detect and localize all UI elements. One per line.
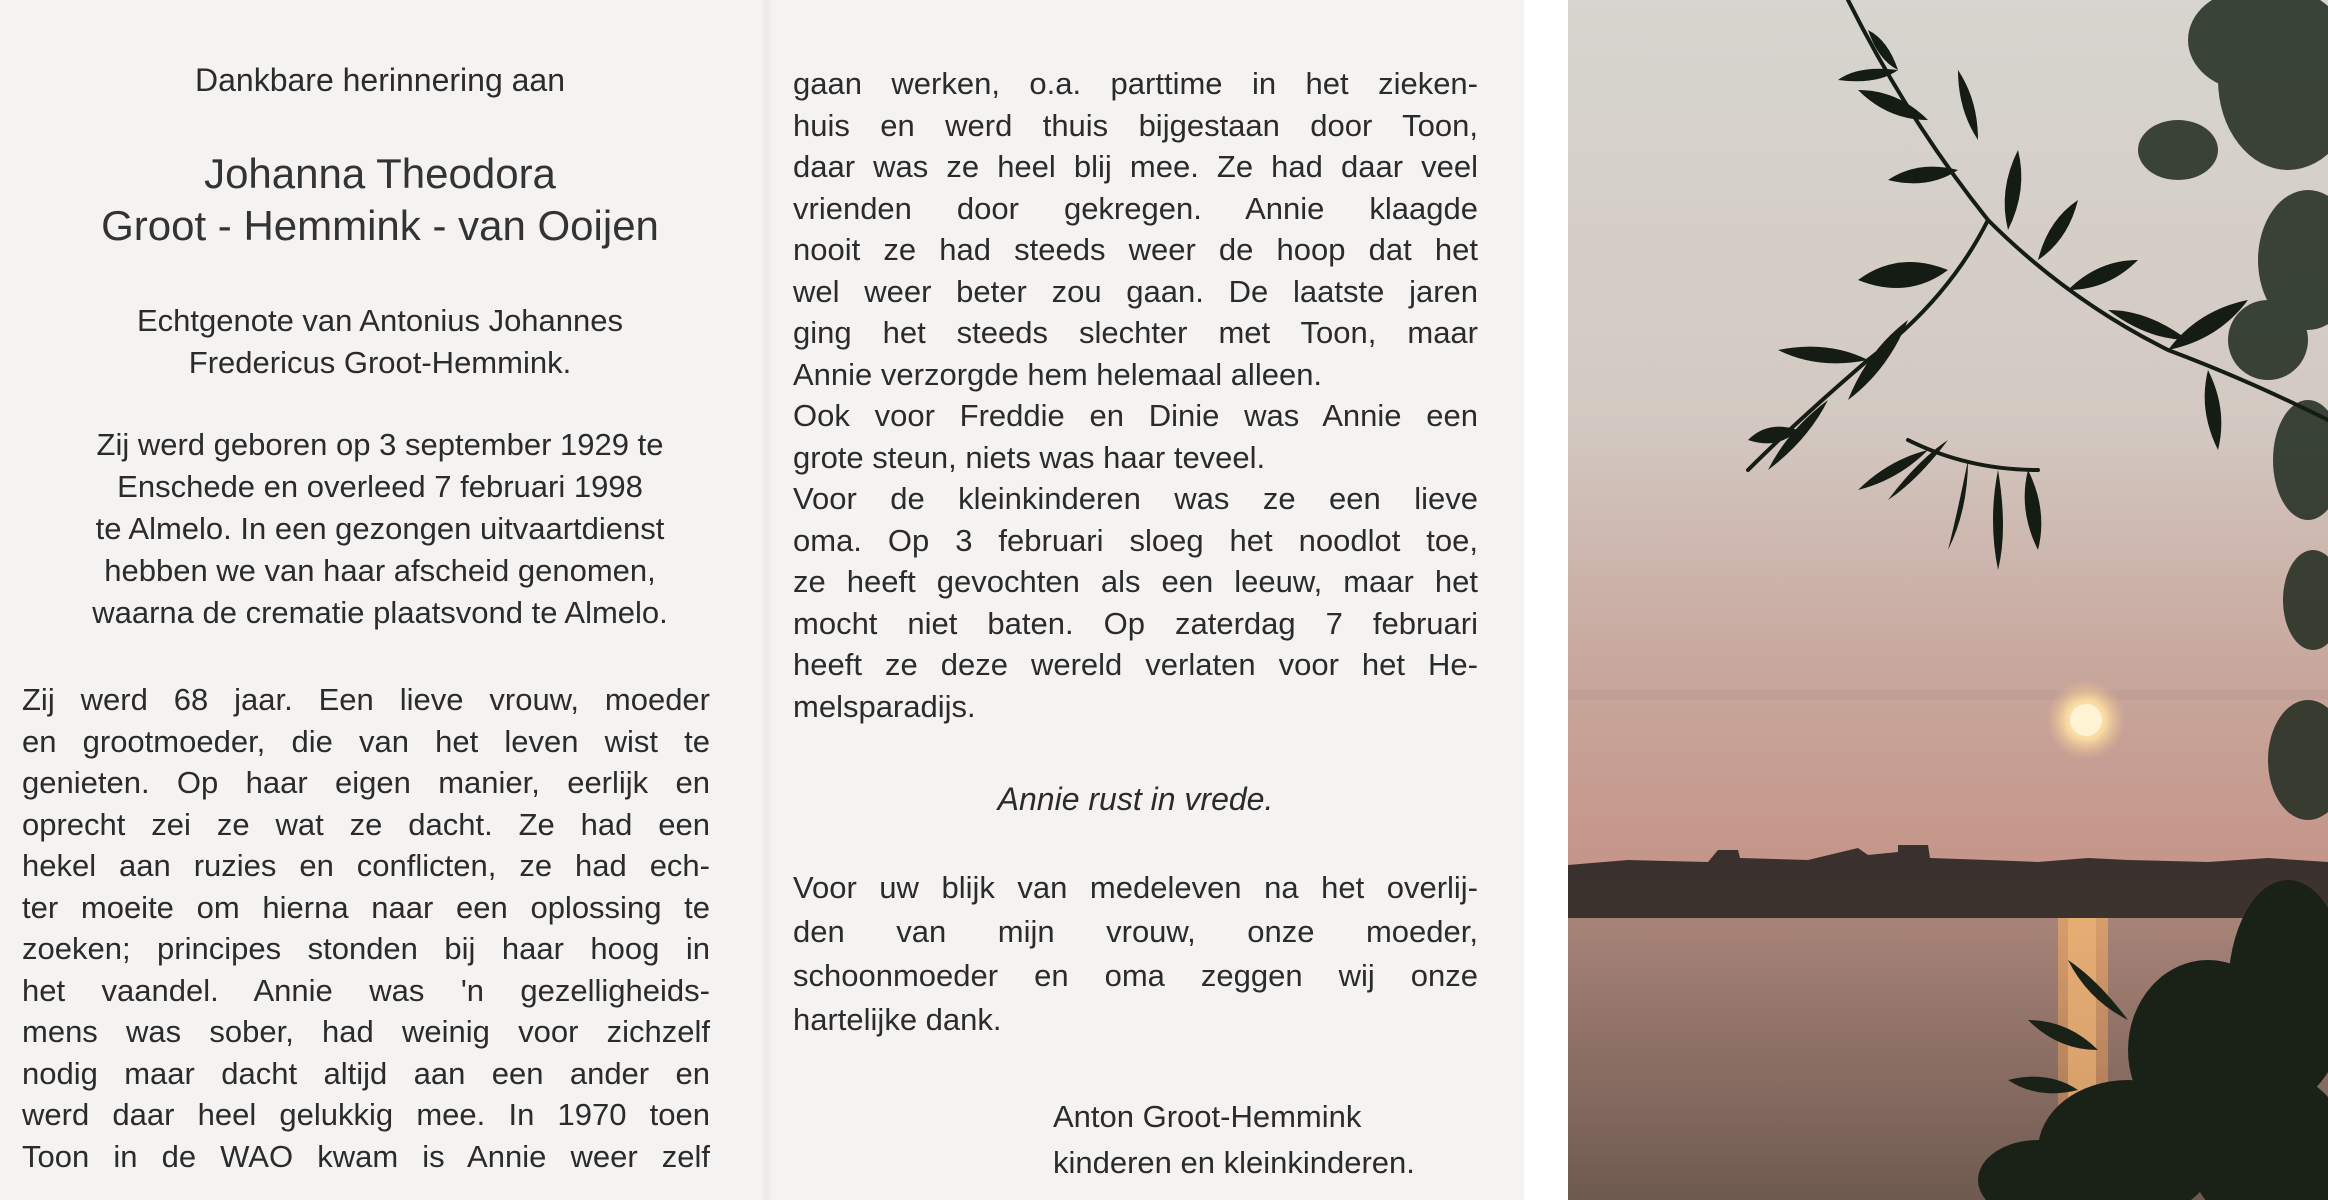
bio-line: werd daar heel gelukkig mee. In 1970 toen — [22, 1097, 710, 1132]
birth-line: waarna de crematie plaatsvond te Almelo. — [92, 595, 668, 630]
bio-line: nodig maar dacht altijd aan een ander en — [22, 1055, 710, 1091]
bio-line: Ook voor Freddie en Dinie was Annie een — [793, 398, 1478, 433]
sunset-photo-illustration — [1568, 0, 2328, 1200]
bio-line: Zij werd 68 jaar. Een lieve vrouw, moeder — [22, 682, 710, 717]
bio-line: ze heeft gevochten als een leeuw, maar het — [793, 564, 1478, 599]
bio-line: en grootmoeder, die van het leven wist te — [22, 723, 710, 759]
birth-line: Enschede en overleed 7 februari 1998 — [117, 469, 643, 504]
bio-line: ging het steeds slechter met Toon, maar — [793, 315, 1478, 350]
panel-fold-line — [760, 0, 772, 1200]
bio-line: oma. Op 3 februari sloeg het noodlot toe, — [793, 522, 1478, 558]
bio-line: mocht niet baten. Op zaterdag 7 februari — [793, 605, 1478, 641]
deceased-name — [22, 148, 738, 252]
bio-line: het vaandel. Annie was 'n gezelligheids- — [22, 972, 710, 1008]
bio-line: oprecht zei ze wat ze dacht. Ze had een — [22, 806, 710, 842]
birth-death-info — [22, 424, 738, 634]
bio-line: nooit ze had steeds weer de hoop dat het — [793, 232, 1478, 267]
birth-line: te Almelo. In een gezongen uitvaartdienst — [95, 511, 665, 546]
thanks-paragraph — [793, 866, 1478, 1042]
bio-line: melsparadijs. — [793, 688, 976, 724]
name-line-1: Johanna Theodora — [204, 150, 556, 197]
panel-gap — [1524, 0, 1568, 1200]
signature-line-2: kinderen en kleinkinderen. — [1053, 1145, 1415, 1180]
thanks-line: den van mijn vrouw, onze moeder, — [793, 914, 1478, 949]
thanks-line: schoonmoeder en oma zeggen wij onze — [793, 958, 1478, 993]
bio-line: ter moeite om hierna naar een oplossing te — [22, 889, 710, 925]
bio-line: daar was ze heel blij mee. Ze had daar veel — [793, 149, 1478, 184]
signature-line-1: Anton Groot-Hemmink — [1053, 1099, 1362, 1134]
bio-line: Voor de kleinkinderen was ze een lieve — [793, 481, 1478, 516]
bio-line: mens was sober, had weinig voor zichzelf — [22, 1014, 710, 1049]
bio-line: Annie verzorgde hem helemaal alleen. — [793, 356, 1323, 392]
thanks-line: Voor uw blijk van medeleven na het overlij- — [793, 870, 1478, 905]
sunset-photo — [1568, 0, 2328, 1200]
biography-right — [793, 63, 1478, 727]
spouse-line-1: Echtgenote van Antonius Johannes — [136, 303, 624, 338]
bio-line: gaan werken, o.a. parttime in het zieken- — [793, 66, 1478, 101]
bio-line: hekel aan ruzies en conflicten, ze had ech- — [22, 848, 710, 883]
bio-line: grote steun, niets was haar teveel. — [793, 439, 1266, 475]
biography-left — [22, 679, 710, 1177]
bio-line: heeft ze deze wereld verlaten voor het He- — [793, 647, 1478, 682]
bio-line: genieten. Op haar eigen manier, eerlijk en — [22, 765, 710, 800]
bio-line: wel weer beter zou gaan. De laatste jaren — [793, 273, 1478, 309]
birth-line: Zij werd geboren op 3 september 1929 te — [96, 427, 664, 462]
rest-in-peace-line: Annie rust in vrede. — [997, 781, 1274, 817]
name-line-2: Groot - Hemmink - van Ooijen — [101, 202, 659, 249]
thanks-line: hartelijke dank. — [793, 1002, 1002, 1037]
bio-line: Toon in de WAO kwam is Annie weer zelf — [22, 1138, 710, 1174]
spouse-line-2: Fredericus Groot-Hemmink. — [188, 345, 572, 380]
birth-line: hebben we van haar afscheid genomen, — [104, 553, 656, 588]
spouse-info — [22, 300, 738, 384]
bio-line: vrienden door gekregen. Annie klaagde — [793, 190, 1478, 226]
bio-line: huis en werd thuis bijgestaan door Toon, — [793, 107, 1478, 143]
bio-line: zoeken; principes stonden bij haar hoog in — [22, 931, 710, 966]
signature-block — [1053, 1094, 1483, 1186]
intro-heading: Dankbare herinnering aan — [194, 62, 566, 98]
